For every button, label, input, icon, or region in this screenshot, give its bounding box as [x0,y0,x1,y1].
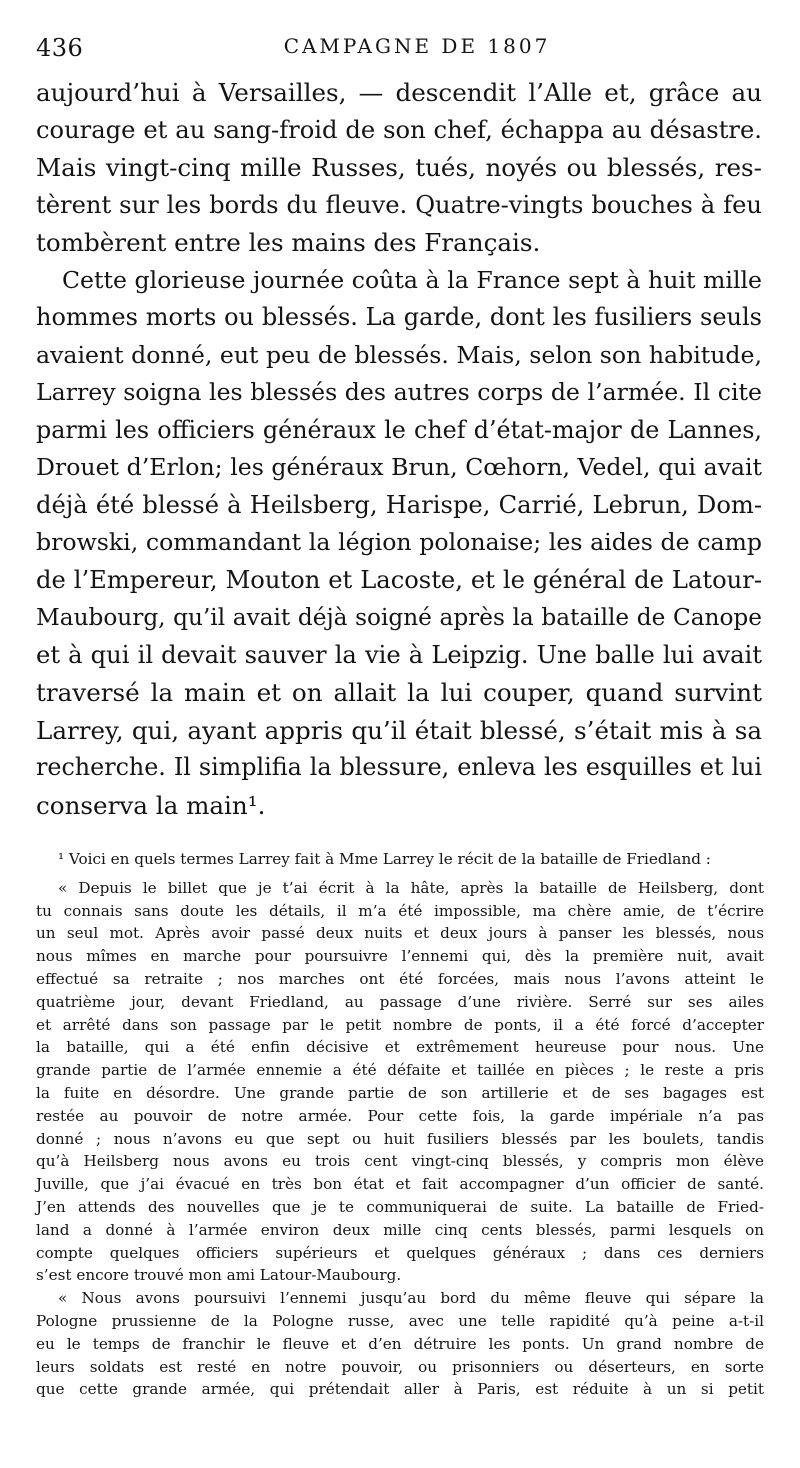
footnote-line: et arrêté dans son passage par le petit nombre de ponts, il a été forcé d’accepter [36,1015,764,1034]
text-line: conserva la main¹. [36,790,266,820]
page-header [36,26,758,66]
footnote-line: quatrième jour, devant Friedland, au passage d’une rivière. Serré sur ses ailes [36,992,764,1011]
text-line: recherche. Il simplifia la blessure, enleva les esquilles et lui [36,753,762,781]
text-line: tombèrent entre les mains des Français. [36,228,541,257]
footnote-line: un seul mot. Après avoir passé deux nuits et deux jours à panser les blessés, nous [36,924,764,943]
text-line: Larrey soigna les blessés des autres corps de l’armée. Il cite [36,378,762,406]
text-line: aujourd’hui à Versailles, — descendit l’Alle et, grâce au [36,78,762,107]
text-line: avaient donné, eut peu de blessés. Mais, selon son habitude, [36,340,762,369]
text-line: et à qui il devait sauver la vie à Leipzig. Une balle lui avait [36,640,762,669]
page-number: 436 [36,34,84,62]
footnote-line: compte quelques officiers supérieurs et quelques généraux ; dans ces derniers [36,1243,764,1262]
footnote-line: grande partie de l’armée ennemie a été défaite et taillée en pièces ; le reste a pris [36,1061,764,1080]
text-line: parmi les officiers généraux le chef d’état-major de Lannes, [36,415,762,444]
footnote-line: effectué sa retraite ; nos marches ont été forcées, mais nous l’avons atteint le [36,969,764,988]
text-line: de l’Empereur, Mouton et Lacoste, et le général de Latour- [36,565,762,594]
footnote [36,848,764,1401]
footnote-line: que cette grande armée, qui prétendait aller à Paris, est réduite à un si petit [36,1380,764,1399]
footnote-paragraph [36,877,764,1287]
footnote-line: J’en attends des nouvelles que je te communiquerai de suite. La bataille de Fried- [36,1197,764,1216]
footnote-line: s’est encore trouvé mon ami Latour-Maubourg. [36,1266,402,1285]
footnote-line: Juville, que j’ai évacué en très bon état et fait accompagner d’un officier de santé. [36,1175,764,1194]
footnote-line: la bataille, qui a été enfin décisive et extrêmement heureuse pour nous. Une [36,1038,764,1057]
footnote-line: restée au pouvoir de notre armée. Pour cette fois, la garde impériale n’a pas [36,1106,764,1125]
footnote-paragraph [36,1287,764,1401]
footnote-line: « Nous avons poursuivi l’ennemi jusqu’au bord du même fleuve qui sépare la [58,1289,764,1308]
main-text [36,74,762,824]
footnote-line: la fuite en désordre. Une grande partie de son artillerie et de ses bagages est [36,1083,764,1102]
footnote-line: leurs soldats est resté en notre pouvoir, ou prisonniers ou déserteurs, en sorte [36,1357,764,1376]
footnote-line: donné ; nous n’avons eu que sept ou huit fusiliers blessés par les boulets, tandis [36,1129,764,1148]
text-line: déjà été blessé à Heilsberg, Harispe, Carrié, Lebrun, Dom- [36,490,762,519]
text-line: Larrey, qui, ayant appris qu’il était blessé, s’était mis à sa [36,715,762,745]
text-line: browski, commandant la légion polonaise; les aides de camp [36,528,762,556]
footnote-line: qu’à Heilsberg nous avons eu trois cent vingt-cinq blessés, y compris mon élève [36,1152,764,1171]
footnote-line: nous mîmes en marche pour poursuivre l’ennemi qui, dès la première nuit, avait [36,947,764,966]
text-line: Maubourg, qu’il avait déjà soigné après la bataille de Canope [36,604,762,631]
footnote-line: tu connais sans doute les détails, il m’a été impossible, ma chère amie, de t’écrire [36,901,764,920]
text-line: courage et au sang-froid de son chef, échappa au désastre. [36,115,762,144]
running-title: CAMPAGNE DE 1807 [283,34,551,58]
text-line: Cette glorieuse journée coûta à la France sept à huit mille [62,265,762,294]
footnote-line: « Depuis le billet que je t’ai écrit à la hâte, après la bataille de Heilsberg, dont [58,878,764,897]
text-line: hommes morts ou blessés. La garde, dont les fusiliers seuls [36,303,762,331]
text-line: Mais vingt-cinq mille Russes, tués, noyés ou blessés, res- [36,153,762,182]
footnote-line: land a donné à l’armée environ deux mille cinq cents blessés, parmi lesquels on [36,1220,764,1239]
footnote-intro: ¹ Voici en quels termes Larrey fait à Mme Larrey le récit de la bataille de Friedland : [58,850,711,868]
footnote-line: eu le temps de franchir le fleuve et d’en détruire les ponts. Un grand nombre de [36,1334,764,1353]
text-line: tèrent sur les bords du fleuve. Quatre-vingts bouches à feu [36,190,762,219]
text-line: Drouet d’Erlon; les généraux Brun, Cœhorn, Vedel, qui avait [36,453,762,481]
text-line: traversé la main et on allait la lui couper, quand survint [36,678,762,707]
footnote-line: Pologne prussienne de la Pologne russe, avec une telle rapidité qu’à peine a-t-il [36,1311,764,1330]
